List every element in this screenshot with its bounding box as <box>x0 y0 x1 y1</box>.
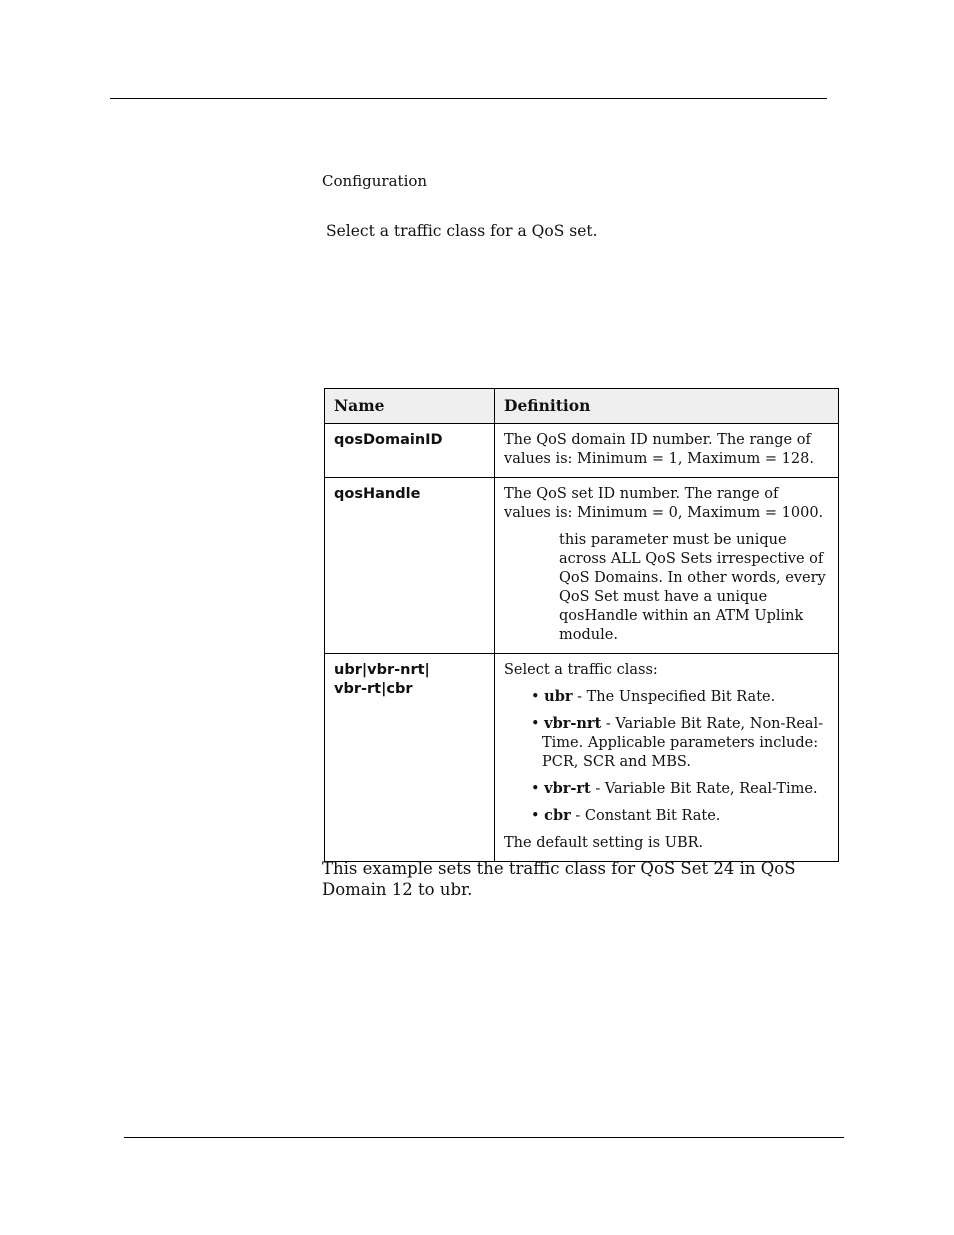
list-item: • cbr - Constant Bit Rate. <box>531 807 721 824</box>
table-header-row <box>325 389 839 424</box>
bullet-term: vbr-nrt <box>544 715 602 732</box>
bullet-term: vbr-rt <box>544 780 591 797</box>
example-text: This example sets the traffic class for QoS Set 24 in QoS Domain 12 to ubr. <box>322 859 796 899</box>
bullet-term: cbr <box>544 807 571 824</box>
definition-note: this parameter must be unique across ALL QoS Sets irrespective of QoS Domains. In other words, every QoS Set must have a unique qosHandle within an ATM Uplink module. <box>559 532 826 643</box>
list-item: • vbr-nrt - Variable Bit Rate, Non-Real-Time. Applicable parameters include: PCR, SCR and MBS. <box>531 715 824 770</box>
bullet-term: ubr <box>544 688 573 705</box>
param-name-line: vbr-rt|cbr <box>334 681 413 697</box>
bullet-text: - Constant Bit Rate. <box>570 808 721 824</box>
bullet-text: - The Unspecified Bit Rate. <box>572 689 776 705</box>
command-description: Select a traffic class for a QoS set. <box>326 222 598 240</box>
param-name: qosDomainID <box>325 424 495 478</box>
param-name: qosHandle <box>325 478 495 654</box>
list-item: • vbr-rt - Variable Bit Rate, Real-Time. <box>531 780 818 797</box>
param-definition <box>495 478 839 654</box>
param-definition: The QoS domain ID number. The range of values is: Minimum = 1, Maximum = 128. <box>495 424 839 478</box>
table-row <box>325 424 839 478</box>
list-item: • ubr - The Unspecified Bit Rate. <box>531 688 776 705</box>
table-row <box>325 654 839 862</box>
definition-text: The QoS set ID number. The range of values is: Minimum = 0, Maximum = 1000. <box>504 486 824 521</box>
definition-intro: Select a traffic class: <box>504 662 658 678</box>
param-name <box>325 654 495 862</box>
column-header-name: Name <box>325 389 495 424</box>
default-setting: The default setting is UBR. <box>504 835 704 851</box>
table-row <box>325 478 839 654</box>
param-name-line: ubr|vbr-nrt| <box>334 662 430 678</box>
param-definition <box>495 654 839 862</box>
bullet-text: - Variable Bit Rate, Real-Time. <box>590 781 818 797</box>
mode-label: Configuration <box>322 172 428 190</box>
parameter-table <box>324 388 839 862</box>
column-header-definition: Definition <box>495 389 839 424</box>
header-rule <box>110 98 827 99</box>
bullet-text: - Variable Bit Rate, Non-Real-Time. Applicable parameters include: PCR, SCR and MBS. <box>542 716 824 770</box>
footer-rule <box>124 1137 844 1138</box>
